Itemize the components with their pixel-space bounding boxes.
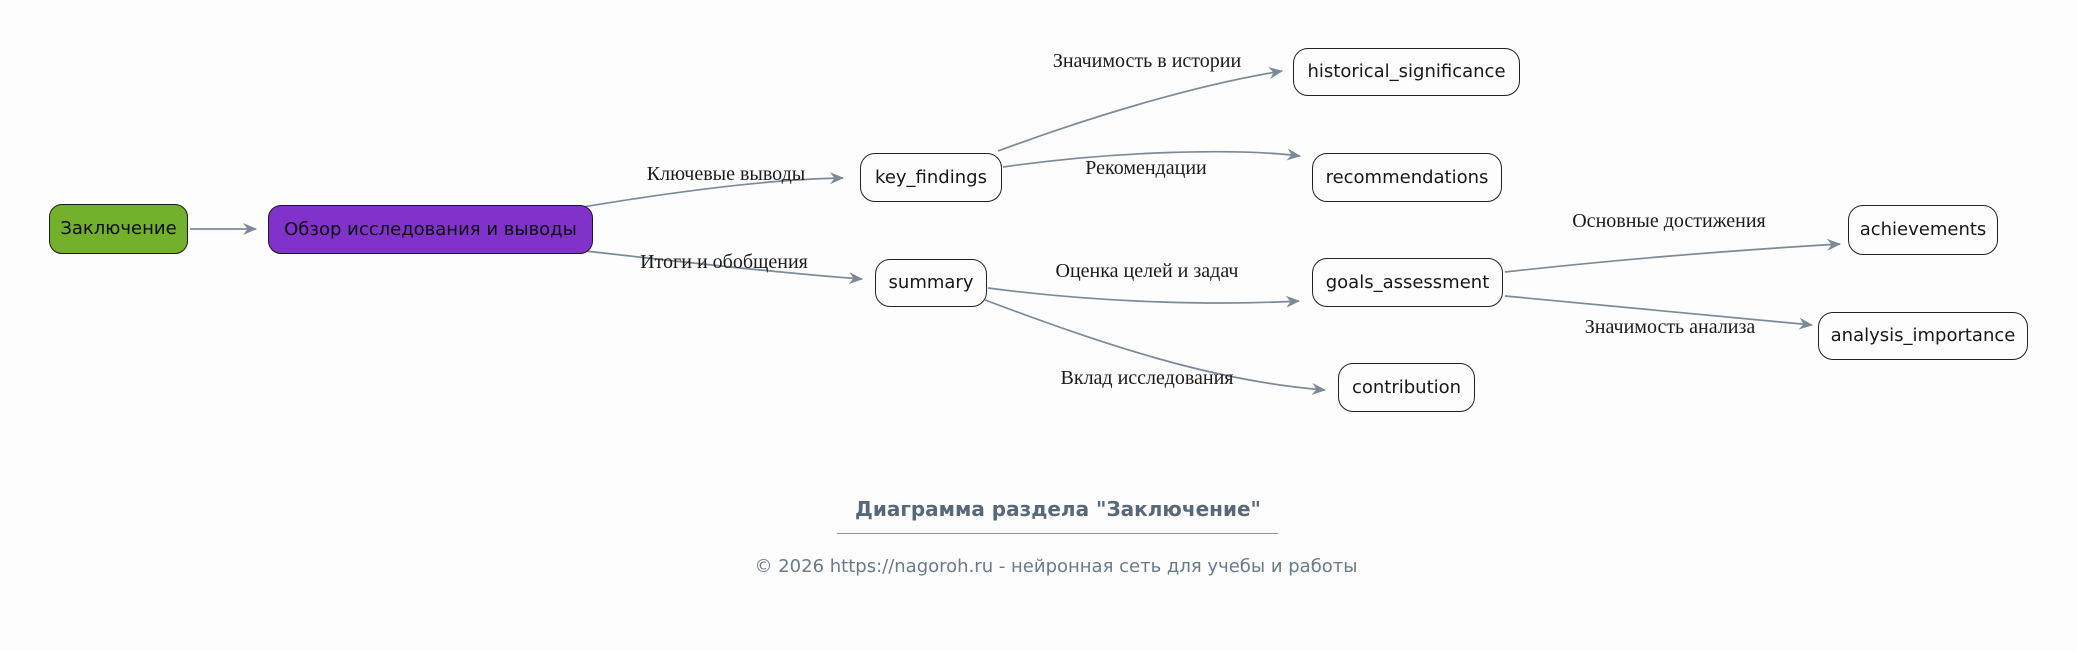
edge-label-goals_assessment-analysis_importance: Значимость анализа: [1584, 316, 1756, 338]
edge-label-goals_assessment-achievements: Основные достижения: [1572, 210, 1766, 232]
footer-divider: [837, 533, 1278, 534]
footer-title: Диаграмма раздела "Заключение": [855, 497, 1261, 521]
node-goals_assessment: goals_assessment: [1312, 258, 1503, 307]
footer-copyright: © 2026 https://nagoroh.ru - нейронная сеть для учебы и работы: [754, 556, 1358, 577]
edge-key_findings-historical_significance: [998, 71, 1282, 151]
edge-goals_assessment-achievements: [1505, 244, 1840, 272]
node-historical_significance: historical_significance: [1293, 48, 1520, 96]
edge-label-summary-contribution: Вклад исследования: [1060, 367, 1234, 389]
node-obzor: Обзор исследования и выводы: [268, 205, 593, 254]
edge-label-obzor-key_findings: Ключевые выводы: [646, 163, 806, 185]
node-zakl: Заключение: [49, 204, 188, 254]
edge-label-key_findings-historical_significance: Значимость в истории: [1052, 50, 1242, 72]
node-summary: summary: [875, 259, 987, 307]
edge-label-key_findings-recommendations: Рекомендации: [1085, 157, 1207, 179]
node-achievements: achievements: [1848, 205, 1998, 255]
edge-label-obzor-summary: Итоги и обобщения: [640, 251, 808, 273]
edge-label-summary-goals_assessment: Оценка целей и задач: [1055, 260, 1239, 282]
edge-summary-goals_assessment: [988, 288, 1299, 303]
node-recommendations: recommendations: [1312, 153, 1502, 202]
node-contribution: contribution: [1338, 363, 1475, 412]
node-key_findings: key_findings: [860, 153, 1002, 202]
node-analysis_importance: analysis_importance: [1818, 312, 2028, 360]
